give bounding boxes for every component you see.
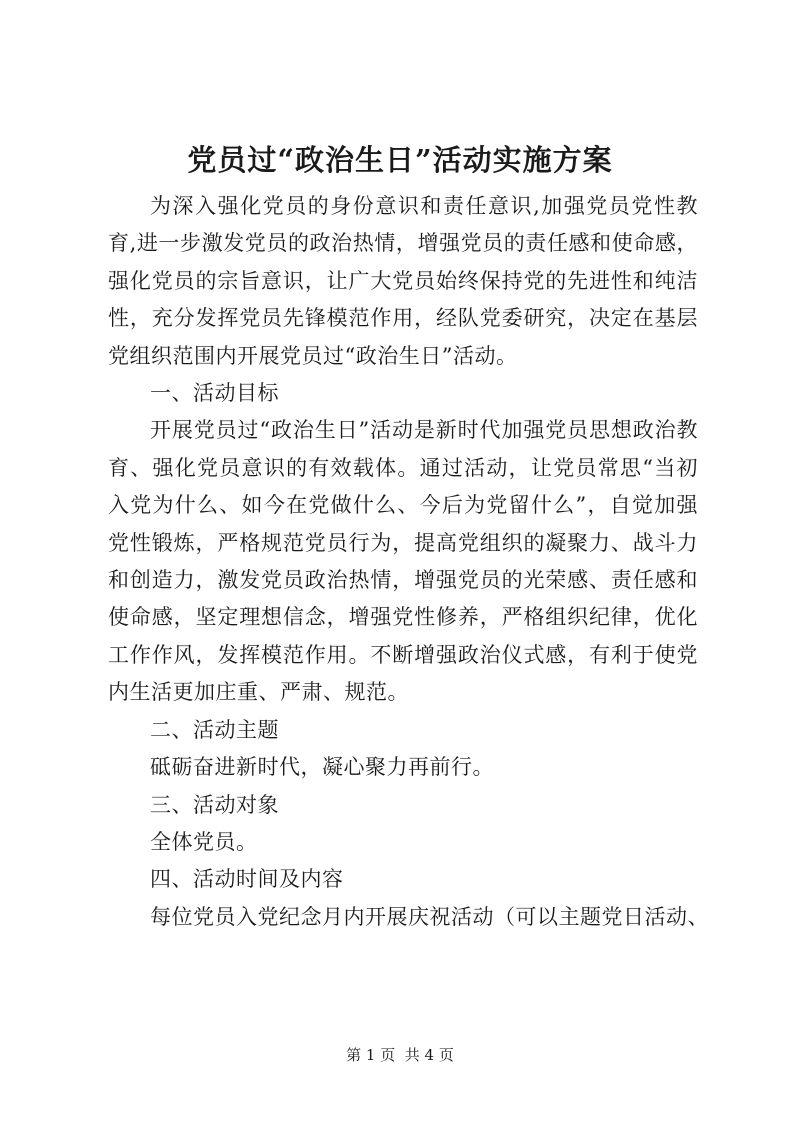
participants-paragraph: 全体党员。 bbox=[150, 829, 258, 854]
theme-paragraph: 砥砺奋进新时代，凝心聚力再前行。 bbox=[150, 755, 494, 780]
section-heading-goals: 一、活动目标 bbox=[150, 381, 279, 406]
schedule-paragraph: 每位党员入党纪念月内开展庆祝活动（可以主题党日活动、 bbox=[150, 904, 709, 929]
page-number-label: 第 1 页 共 4 页 bbox=[346, 1046, 454, 1064]
section-heading-participants: 三、活动对象 bbox=[150, 792, 279, 817]
section-heading-schedule: 四、活动时间及内容 bbox=[150, 867, 344, 892]
document-body bbox=[108, 188, 709, 936]
intro-paragraph: 为深入强化党员的身份意识和责任意识,加强党员党性教育,进一步激发党员的政治热情，增强党员的责任感和使命感，强化党员的宗旨意识，让广大党员始终保持党的先进性和纯洁性，充分发挥党员先锋模范作用，经队党委研究，决定在基层党组织范围内开展党员过“政治生日”活动。 bbox=[108, 194, 698, 368]
section-heading-theme: 二、活动主题 bbox=[150, 717, 279, 742]
document-title: 党员过“政治生日”活动实施方案 bbox=[187, 143, 613, 177]
goals-paragraph: 开展党员过“政治生日”活动是新时代加强党员思想政治教育、强化党员意识的有效载体。通过活动，让党员常思“当初入党为什么、如今在党做什么、今后为党留什么”，自觉加强党性锻炼，严格规范党员行为，提高党组织的凝聚力、战斗力和创造力，激发党员政治热情，增强党员的光荣感、责任感和使命感，坚定理想信念，增强党性修养，严格组织纪律，优化工作作风，发挥模范作用。不断增强政治仪式感，有利于使党内生活更加庄重、严肃、规范。 bbox=[108, 418, 698, 705]
page-footer bbox=[0, 1045, 800, 1065]
